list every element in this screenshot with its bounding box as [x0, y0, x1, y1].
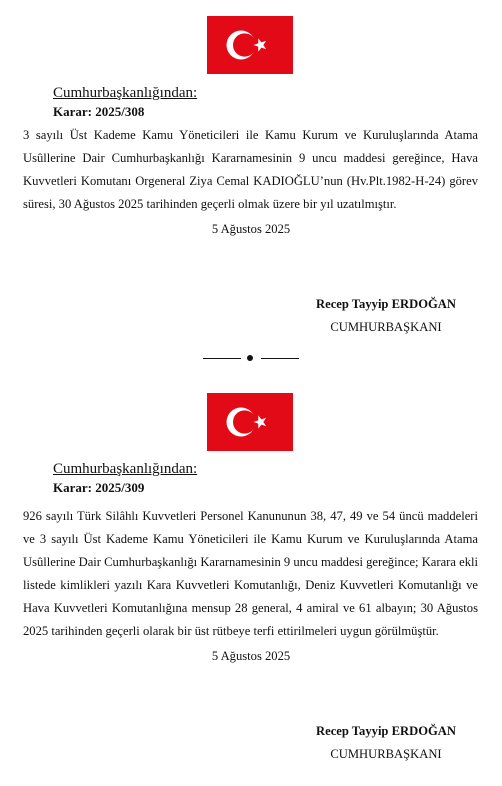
decision-heading: Cumhurbaşkanlığından:: [53, 85, 198, 101]
signer-name: [300, 297, 472, 312]
section-separator: [0, 351, 502, 365]
signer-title: CUMHURBAŞKANI: [330, 320, 442, 334]
signer-name: [300, 724, 472, 739]
turkish-flag-icon: [207, 16, 293, 74]
signer-last-name: ERDOĞAN: [391, 724, 456, 738]
separator-dot: [247, 355, 253, 361]
decision-number: Karar: 2025/309: [53, 480, 145, 495]
signature-block: [300, 297, 472, 335]
signer-first-name: Recep Tayyip: [316, 297, 389, 311]
decision-heading: Cumhurbaşkanlığından:: [53, 461, 198, 477]
decision-date: 5 Ağustos 2025: [211, 222, 291, 236]
turkish-flag-icon: [207, 393, 293, 451]
turkish-flag-icon-svg: [207, 16, 293, 74]
signer-title: CUMHURBAŞKANI: [330, 747, 442, 761]
signature-block: [300, 724, 472, 762]
signer-last-name: ERDOĞAN: [391, 297, 456, 311]
decision-body: 926 sayılı Türk Silâhlı Kuvvetleri Personel Kanununun 38, 47, 49 ve 54 üncü maddeleri ve 3 sayılı Üst Kademe Kamu Yöneticileri ile Kamu Kurum ve Kuruluşlarında Atama Usûllerine Dair Cumhurbaşkanlığı Kararnamesinin 9 uncu maddesi gereğince; Karara ekli listede kimlikleri yazılı Kara Kuvvetleri Komutanlığı, Deniz Kuvvetleri Komutanlığı ve Hava Kuvvetleri Komutanlığına mensup 28 general, 4 amiral ve 61 albayın; 30 Ağustos 2025 tarihinden geçerli olarak bir üst rütbeye terfi ettirilmeleri uygun görülmüştür.: [23, 509, 478, 638]
decision-date: 5 Ağustos 2025: [211, 649, 291, 663]
separator-line-left: [203, 358, 241, 359]
signer-first-name: Recep Tayyip: [316, 724, 389, 738]
turkish-flag-icon-svg: [207, 393, 293, 451]
decision-body: 3 sayılı Üst Kademe Kamu Yöneticileri ile Kamu Kurum ve Kuruluşlarında Atama Usûllerine Dair Cumhurbaşkanlığı Kararnamesinin 9 uncu maddesi gereğince, Hava Kuvvetleri Komutanı Orgeneral Ziya Cemal KADIOĞLU’nun (Hv.Plt.1982-H-24) görev süresi, 30 Ağustos 2025 tarihinden geçerli olmak üzere bir yıl uzatılmıştır.: [23, 128, 478, 211]
separator-line-right: [261, 358, 299, 359]
decision-number: Karar: 2025/308: [53, 104, 145, 119]
